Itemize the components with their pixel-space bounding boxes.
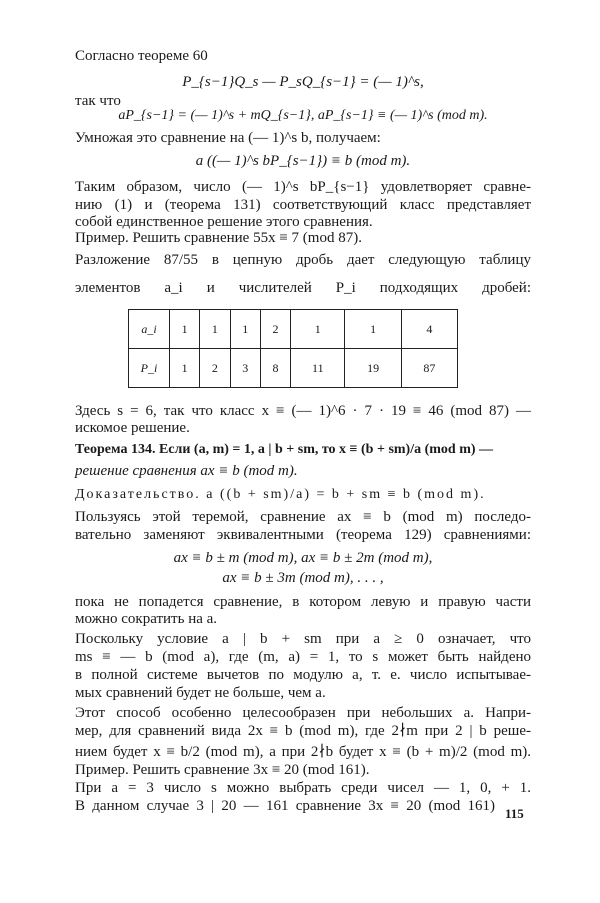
text-line: Разложение 87/55 в цепную дробь дает следующую таблицу — [75, 252, 531, 268]
table-cell: 8 — [260, 349, 290, 388]
table-cell: 1 — [291, 310, 345, 349]
text-line: Умножая это сравнение на (— 1)^s b, получаем: — [75, 130, 381, 146]
text-line: Этот способ особенно целесообразен при небольших a. Напри- — [75, 705, 531, 721]
text-line: В данном случае 3 | 20 — 161 сравнение 3x ≡ 20 (mod 161) — [75, 798, 495, 814]
row-header: a_i — [129, 310, 170, 349]
text-line: Пользуясь этой теремой, сравнение ax ≡ b (mod m) последо- — [75, 509, 531, 525]
table-cell: 2 — [200, 349, 230, 388]
text-line: Здесь s = 6, так что класс x ≡ (— 1)^6 · 7 · 19 ≡ 46 (mod 87) — — [75, 403, 531, 419]
text-line: мых сравнений будет не больше, чем a. — [75, 685, 326, 701]
formula-line: ax ≡ b ± 3m (mod m), . . . , — [222, 570, 384, 586]
text-line: в полной системе вычетов по модулю a, т. е. число испытывае- — [75, 667, 531, 683]
text-line: При a = 3 число s можно выбрать среди чисел — 1, 0, + 1. — [75, 780, 531, 796]
table-row — [129, 310, 458, 349]
text-line: мер, для сравнений вида 2x ≡ b (mod m), где 2∤m при 2 | b реше- — [75, 723, 531, 739]
table-cell: 11 — [291, 349, 345, 388]
theorem-line: Теорема 134. Если (a, m) = 1, a | b + sm, то x ≡ (b + sm)/a (mod m) — — [75, 442, 494, 457]
text-line: можно сократить на a. — [75, 611, 218, 627]
table-cell: 3 — [230, 349, 260, 388]
text-line: элементов a_i и числителей P_i подходящих дробей: — [75, 280, 531, 296]
table-cell: 1 — [345, 310, 401, 349]
text-line: нию (1) и (теорема 131) соответствующий класс представляет — [75, 197, 531, 213]
text-line: искомое решение. — [75, 420, 190, 436]
formula-line: ax ≡ b ± m (mod m), ax ≡ b ± 2m (mod m), — [173, 550, 433, 566]
example-line: Пример. Решить сравнение 3x ≡ 20 (mod 161). — [75, 762, 370, 778]
formula-line: a ((— 1)^s bP_{s−1}) ≡ b (mod m). — [195, 153, 411, 169]
text-line: Таким образом, число (— 1)^s bP_{s−1} удовлетворяет сравне- — [75, 179, 531, 195]
text-line: Поскольку условие a | b + sm при a ≥ 0 означает, что — [75, 631, 531, 647]
page-number: 115 — [505, 806, 524, 821]
table-cell: 4 — [401, 310, 457, 349]
proof-line: Доказательство. a ((b + sm)/a) = b + sm ≡ b (mod m). — [75, 487, 486, 502]
table-cell: 87 — [401, 349, 457, 388]
table-cell: 2 — [260, 310, 290, 349]
text-line: нием будет x ≡ b/2 (mod m), а при 2∤b будет x ≡ (b + m)/2 (mod m). — [75, 744, 531, 760]
formula-line: P_{s−1}Q_s — P_sQ_{s−1} = (— 1)^s, — [182, 74, 424, 90]
continued-fraction-table — [128, 309, 458, 388]
theorem-line: решение сравнения ax ≡ b (mod m). — [75, 463, 298, 479]
table-row — [129, 349, 458, 388]
table-cell: 1 — [200, 310, 230, 349]
text-line: пока не попадется сравнение, в котором левую и правую части — [75, 594, 531, 610]
table-cell: 19 — [345, 349, 401, 388]
table-cell: 1 — [170, 310, 200, 349]
row-header: P_i — [129, 349, 170, 388]
text-line: ms ≡ — b (mod a), где (m, a) = 1, то s может быть найдено — [75, 649, 531, 665]
text-line: вательно заменяют эквивалентными (теорема 129) сравнениями: — [75, 527, 531, 543]
text-line: так что — [75, 93, 121, 109]
table-cell: 1 — [230, 310, 260, 349]
formula-line: aP_{s−1} = (— 1)^s + mQ_{s−1}, aP_{s−1} ≡ (— 1)^s (mod m). — [118, 108, 488, 123]
example-line: Пример. Решить сравнение 55x ≡ 7 (mod 87). — [75, 230, 362, 246]
text-line: Согласно теореме 60 — [75, 48, 208, 64]
table-cell: 1 — [170, 349, 200, 388]
text-line: собой единственное решение этого сравнения. — [75, 214, 373, 230]
